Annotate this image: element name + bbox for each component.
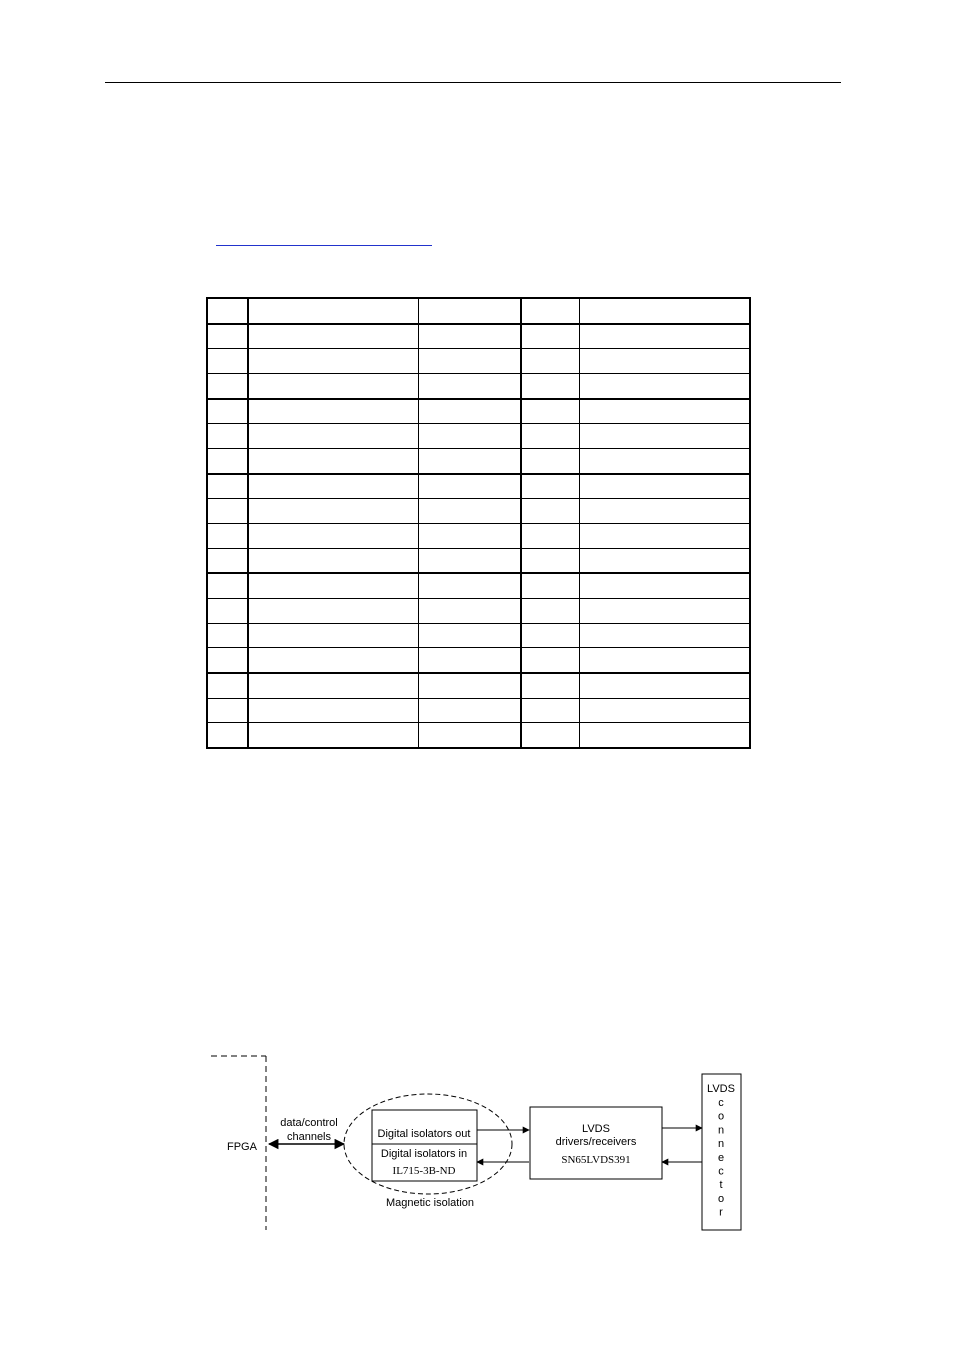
table-row (207, 598, 750, 623)
table-cell (579, 324, 750, 349)
table-cell (579, 598, 750, 623)
table-cell (248, 399, 418, 424)
connector-letter: o (717, 1192, 725, 1205)
table-body (207, 298, 750, 748)
table-cell (207, 298, 248, 324)
connector-letter: c (718, 1165, 724, 1178)
table-cell (248, 623, 418, 648)
table-cell (207, 523, 248, 548)
fpga-label: FPGA (227, 1141, 257, 1153)
table-cell (521, 598, 579, 623)
table-cell (248, 324, 418, 349)
table-cell (521, 548, 579, 573)
pin-table (206, 297, 751, 749)
connector-letter: n (717, 1124, 725, 1137)
lvds-part: SN65LVDS391 (561, 1154, 631, 1166)
table-cell (521, 673, 579, 698)
table-cell (521, 499, 579, 524)
table-cell (418, 548, 521, 573)
table-cell (207, 623, 248, 648)
table-cell (248, 523, 418, 548)
table-cell (207, 324, 248, 349)
channels-label-line1: data/control (280, 1117, 338, 1129)
table-cell (521, 573, 579, 598)
block-diagram (205, 1050, 750, 1235)
table-cell (207, 474, 248, 499)
table-cell (418, 723, 521, 748)
table-cell (579, 523, 750, 548)
table-row (207, 573, 750, 598)
table-row (207, 723, 750, 748)
table-cell (207, 349, 248, 374)
table-cell (579, 374, 750, 399)
table-cell (579, 698, 750, 723)
table-cell (248, 499, 418, 524)
table-cell (418, 523, 521, 548)
table-cell (579, 673, 750, 698)
table-cell (248, 374, 418, 399)
table-cell (579, 474, 750, 499)
table-cell (248, 349, 418, 374)
table-row (207, 698, 750, 723)
table-cell (207, 673, 248, 698)
table-row (207, 648, 750, 673)
table-row (207, 424, 750, 449)
table-cell (521, 474, 579, 499)
table-cell (579, 298, 750, 324)
table-cell (248, 548, 418, 573)
connector-letter: c (718, 1097, 724, 1109)
table-cell (418, 449, 521, 474)
table-cell (207, 548, 248, 573)
table-cell (418, 399, 521, 424)
table-cell (418, 499, 521, 524)
table-cell (418, 598, 521, 623)
table-cell (248, 698, 418, 723)
table-row (207, 298, 750, 324)
table-cell (521, 723, 579, 748)
table-cell (248, 648, 418, 673)
table-cell (579, 424, 750, 449)
table-cell (418, 623, 521, 648)
isolator-part: IL715-3B-ND (392, 1165, 456, 1177)
table-cell (418, 573, 521, 598)
table-cell (579, 623, 750, 648)
table-row (207, 673, 750, 698)
table-cell (418, 673, 521, 698)
header-rule (105, 82, 841, 83)
table-cell (579, 648, 750, 673)
table-cell (418, 324, 521, 349)
table-row (207, 349, 750, 374)
table-cell (248, 474, 418, 499)
connector-letter: e (717, 1151, 725, 1164)
table-cell (207, 399, 248, 424)
table-cell (521, 374, 579, 399)
table-cell (248, 424, 418, 449)
table-row (207, 324, 750, 349)
channels-label-line2: channels (286, 1131, 332, 1143)
table-cell (207, 573, 248, 598)
table-cell (579, 499, 750, 524)
table-cell (579, 573, 750, 598)
table-row (207, 374, 750, 399)
table-cell (521, 324, 579, 349)
table-cell (207, 648, 248, 673)
table-row (207, 474, 750, 499)
table-row (207, 399, 750, 424)
table-cell (521, 349, 579, 374)
table-cell (521, 623, 579, 648)
table-cell (521, 523, 579, 548)
table-cell (207, 374, 248, 399)
connector-letters (718, 1097, 724, 1219)
connector-letter: t (719, 1179, 723, 1192)
isolator-out-label: Digital isolators out (377, 1128, 471, 1140)
isolation-caption: Magnetic isolation (385, 1197, 475, 1209)
table-row (207, 623, 750, 648)
table-cell (248, 723, 418, 748)
table-cell (521, 648, 579, 673)
lvds-subtitle: drivers/receivers (555, 1136, 637, 1148)
table-cell (248, 449, 418, 474)
table-cell (579, 723, 750, 748)
table-row (207, 449, 750, 474)
table-cell (248, 673, 418, 698)
table-cell (418, 698, 521, 723)
table-cell (521, 399, 579, 424)
table-cell (521, 424, 579, 449)
table-cell (207, 698, 248, 723)
table-cell (418, 298, 521, 324)
isolator-in-label: Digital isolators in (380, 1148, 468, 1160)
table-cell (521, 449, 579, 474)
table-cell (418, 374, 521, 399)
connector-letter: r (719, 1206, 723, 1219)
table-cell (207, 723, 248, 748)
table-cell (521, 298, 579, 324)
table-cell (418, 474, 521, 499)
connector-letter: o (717, 1110, 725, 1123)
table-row (207, 499, 750, 524)
table-cell (248, 298, 418, 324)
table-cell (579, 349, 750, 374)
table-cell (207, 598, 248, 623)
table-cell (207, 449, 248, 474)
table-cell (207, 424, 248, 449)
table-cell (418, 424, 521, 449)
table-cell (579, 449, 750, 474)
hyperlink-underline[interactable] (216, 245, 432, 246)
connector-letter: n (717, 1138, 725, 1151)
table-cell (418, 648, 521, 673)
lvds-title: LVDS (582, 1123, 610, 1135)
table-cell (579, 548, 750, 573)
table-cell (418, 349, 521, 374)
table-cell (248, 573, 418, 598)
table-cell (207, 499, 248, 524)
table-cell (248, 598, 418, 623)
table-row (207, 548, 750, 573)
connector-title: LVDS (707, 1083, 735, 1095)
table-cell (521, 698, 579, 723)
table-cell (579, 399, 750, 424)
table-row (207, 523, 750, 548)
